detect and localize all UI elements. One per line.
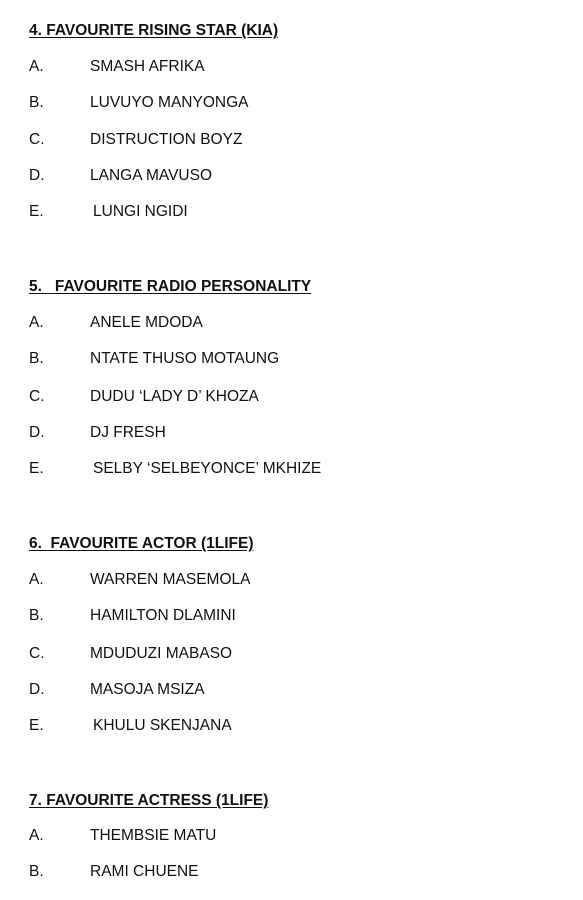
option-letter: D. bbox=[29, 424, 45, 441]
option-name: MASOJA MSIZA bbox=[90, 681, 205, 698]
option-name: SMASH AFRIKA bbox=[90, 58, 205, 75]
option-letter: C. bbox=[29, 388, 45, 405]
option-name: DJ FRESH bbox=[90, 424, 166, 441]
section-heading: 4. FAVOURITE RISING STAR (KIA) bbox=[29, 22, 279, 39]
option-name: THEMBSIE MATU bbox=[90, 827, 217, 844]
option-name: DISTRUCTION BOYZ bbox=[90, 131, 243, 148]
option-letter: A. bbox=[29, 58, 44, 75]
option-name: SELBY ‘SELBEYONCE’ MKHIZE bbox=[93, 460, 322, 477]
section-heading: 6. FAVOURITE ACTOR (1LIFE) bbox=[29, 535, 254, 552]
option-name: DUDU ‘LADY D’ KHOZA bbox=[90, 388, 259, 405]
option-letter: C. bbox=[29, 645, 45, 662]
option-name: LANGA MAVUSO bbox=[90, 167, 213, 184]
option-letter: A. bbox=[29, 571, 44, 588]
section-favourite-radio-personality bbox=[29, 278, 569, 477]
option-name: HAMILTON DLAMINI bbox=[90, 607, 236, 624]
option-letter: E. bbox=[29, 717, 44, 734]
option-name: LUNGI NGIDI bbox=[93, 203, 188, 220]
option-name: ANELE MDODA bbox=[90, 314, 203, 331]
option-name: MDUDUZI MABASO bbox=[90, 645, 233, 662]
section-favourite-actress bbox=[29, 792, 569, 880]
section-heading: 7. FAVOURITE ACTRESS (1LIFE) bbox=[29, 792, 269, 809]
section-favourite-actor bbox=[29, 535, 569, 734]
option-letter: D. bbox=[29, 167, 45, 184]
option-name: RAMI CHUENE bbox=[90, 863, 199, 880]
option-letter: E. bbox=[29, 203, 44, 220]
option-name: LUVUYO MANYONGA bbox=[90, 94, 249, 111]
option-letter: C. bbox=[29, 131, 45, 148]
option-letter: A. bbox=[29, 827, 44, 844]
option-name: WARREN MASEMOLA bbox=[90, 571, 251, 588]
option-letter: B. bbox=[29, 607, 44, 624]
option-name: KHULU SKENJANA bbox=[93, 717, 232, 734]
option-letter: A. bbox=[29, 314, 44, 331]
section-favourite-rising-star bbox=[29, 22, 569, 220]
option-letter: D. bbox=[29, 681, 45, 698]
option-letter: E. bbox=[29, 460, 44, 477]
option-letter: B. bbox=[29, 350, 44, 367]
option-letter: B. bbox=[29, 94, 44, 111]
option-name: NTATE THUSO MOTAUNG bbox=[90, 350, 280, 367]
section-heading: 5. FAVOURITE RADIO PERSONALITY bbox=[29, 278, 312, 295]
option-letter: B. bbox=[29, 863, 44, 880]
